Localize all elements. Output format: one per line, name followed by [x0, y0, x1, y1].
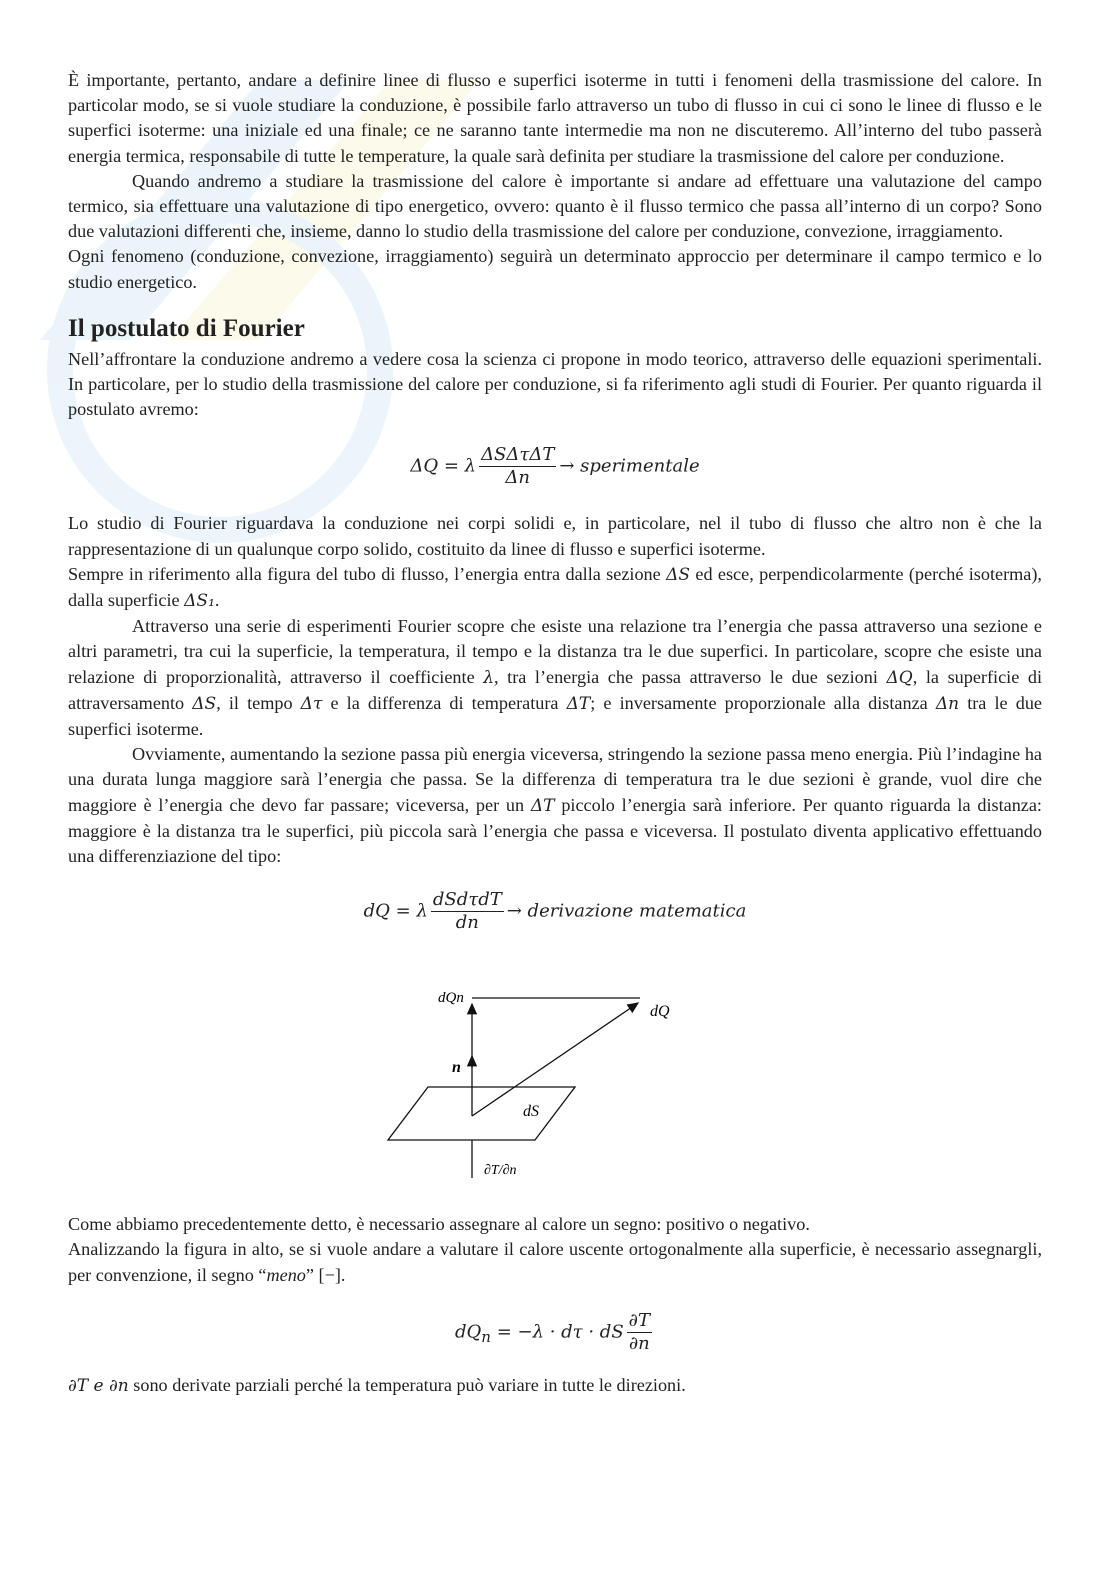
equation-experimental [68, 444, 1042, 489]
math-symbol: Δτ [300, 693, 323, 714]
section-heading: Il postulato di Fourier [68, 314, 305, 342]
math-symbol: ΔS [192, 693, 217, 714]
eq3-mid: = −λ · dτ · dS [490, 1321, 624, 1343]
paragraph-convention [68, 1237, 1042, 1287]
paragraph-intro-1: È importante, pertanto, andare a definire linee di flusso e superfici isoterme in tutti i fenomeni della trasmissione del calore. In particolar modo, se si vuole studiare la conduzione, è possibile farlo attraverso un tubo di flusso in cui ci sono le linee di flusso e le superfici isoterme: una iniziale ed una finale; ce ne saranno tante intermedie ma non ne discuteremo. All’interno del tubo passerà energia termica, responsabile di tutte le temperature, la quale sarà definita per studiare la trasmissione del calore per conduzione. [68, 70, 1042, 166]
text-run: sono derivate parziali perché la temperatura può variare in tutte le direzioni. [128, 1374, 686, 1395]
equation-normal-flux [68, 1310, 1042, 1355]
math-symbol: ∂T e ∂n [68, 1375, 129, 1396]
math-symbol: Δn [935, 693, 960, 714]
text-run: piccolo l’energia sarà inferiore. Per quanto riguarda la distanza: maggiore è la distanza tra le superfici, più piccola sarà l’energia che passa e viceversa. Il postulato diventa applicativo effettuando una differenziazione del tipo: [68, 794, 1042, 867]
text-run: e la differenza di temperatura [322, 692, 567, 713]
paragraph-sign: Come abbiamo precedentemente detto, è necessario assegnare al calore un segno: positivo o negativo. [68, 1214, 810, 1235]
surface-plane [388, 1087, 575, 1140]
label-dqn: dQn [438, 990, 464, 1007]
text-run: , tra l’energia che passa attraverso le due sezioni [494, 666, 887, 687]
math-symbol: ΔT [530, 795, 555, 816]
eq2-numerator: dSdτdT [432, 889, 502, 911]
paragraph-fourier-4 [68, 614, 1042, 742]
text-run: ; e inversamente proporzionale alla distanza [590, 692, 936, 713]
math-symbol: ΔQ [886, 667, 913, 688]
eq1-fraction [479, 444, 556, 489]
label-ds: dS [523, 1103, 539, 1121]
text-run: , il tempo [216, 692, 301, 713]
paragraph-fourier-2: Lo studio di Fourier riguardava la conduzione nei corpi solidi e, in particolare, nel il tubo di flusso che altro non è che la rappresentazione di un qualunque corpo solido, costituito da linee di flusso e superfici isoterme. [68, 513, 1042, 559]
eq2-denominator: dn [455, 912, 479, 934]
eq3-numerator: ∂T [628, 1309, 650, 1331]
text-run: Sempre in riferimento alla figura del tubo di flusso, l’energia entra dalla sezione [68, 563, 667, 584]
text-run: Analizzando la figura in alto, se si vuole andare a valutare il calore uscente ortogonalmente alla superficie, è necessario assegnargli, per convenzione, il segno “ [68, 1239, 1042, 1285]
paragraph-fourier-5 [68, 742, 1042, 869]
eq2-rhs: → derivazione matematica [506, 900, 747, 922]
heat-flux-figure [68, 948, 1042, 1178]
paragraph-intro-3: Ogni fenomeno (conduzione, convezione, irraggiamento) seguirà un determinato approccio per determinare il campo termico e lo studio energetico. [68, 246, 1042, 292]
math-symbol: ΔS₁ [184, 591, 215, 612]
eq3-lhs-sub: n [481, 1327, 491, 1346]
label-gradient: ∂T/∂n [484, 1163, 517, 1179]
math-symbol: ΔT [566, 693, 591, 714]
text-run: ed esce, perpendicolarmente (perché isoterma), dalla superficie [68, 563, 1042, 611]
paragraph-intro-2: Quando andremo a studiare la trasmissione del calore è importante si andare ad effettuare una valutazione del campo termico, sia effettuare una valutazione di tipo energetico, ovvero: quanto è il flusso termico che passa all’interno di un corpo? Sono due valutazioni differenti che, insieme, danno lo studio della trasmissione del calore per conduzione, convezione, irraggiamento. [68, 170, 1042, 242]
eq3-fraction [627, 1310, 652, 1355]
paragraph-partial-derivatives [68, 1373, 1042, 1399]
math-symbol: λ [483, 667, 495, 688]
eq2-lhs: dQ = λ [363, 900, 428, 922]
eq1-denominator: Δn [505, 467, 530, 489]
eq1-numerator: ΔSΔτΔT [481, 444, 555, 466]
label-n: n [452, 1059, 461, 1077]
text-run: ” [−]. [305, 1264, 346, 1285]
text-run: , la superficie di attraversamento [68, 666, 1042, 713]
eq3-lhs: dQ [455, 1321, 482, 1343]
text-run: tra le due superfici isoterme. [68, 692, 1042, 740]
eq1-lhs: ΔQ = λ [410, 455, 477, 477]
eq3-denominator: ∂n [628, 1332, 650, 1354]
dq-arrow [472, 1003, 638, 1116]
eq1-rhs: → sperimentale [559, 455, 700, 477]
equation-derivation [68, 889, 1042, 934]
math-symbol: ΔS [666, 564, 691, 585]
heat-flux-diagram [68, 948, 1042, 1178]
eq2-fraction [431, 889, 504, 934]
paragraph-fourier-3 [68, 562, 1042, 614]
text-run: . [214, 590, 220, 611]
label-dq: dQ [650, 1003, 670, 1021]
paragraph-fourier-1: Nell’affrontare la conduzione andremo a vedere cosa la scienza ci propone in modo teorico, attraverso delle equazioni sperimentali. In particolare, per lo studio della trasmissione del calore per conduzione, si fa riferimento agli studi di Fourier. Per quanto riguarda il postulato avremo: [68, 348, 1042, 420]
document-page [68, 68, 1042, 1399]
text-run: Ovviamente, aumentando la sezione passa più energia viceversa, stringendo la sezione passa meno energia. Più l’indagine ha una durata lunga maggiore sarà l’energia che passa. Se la differenza di temperatura tra le due sezioni è grande, vuol dire che maggiore è l’energia che devo far passare; viceversa, per un [68, 744, 1042, 815]
text-run: Attraverso una serie di esperimenti Fourier scopre che esiste una relazione tra l’energia che passa attraverso una sezione e altri parametri, tra cui la superficie, la temperatura, il tempo e la distanza tra le due superfici. In particolare, scopre che esiste una relazione di proporzionalità, attraverso il coefficiente [68, 616, 1042, 687]
text-italic: meno [266, 1264, 306, 1285]
